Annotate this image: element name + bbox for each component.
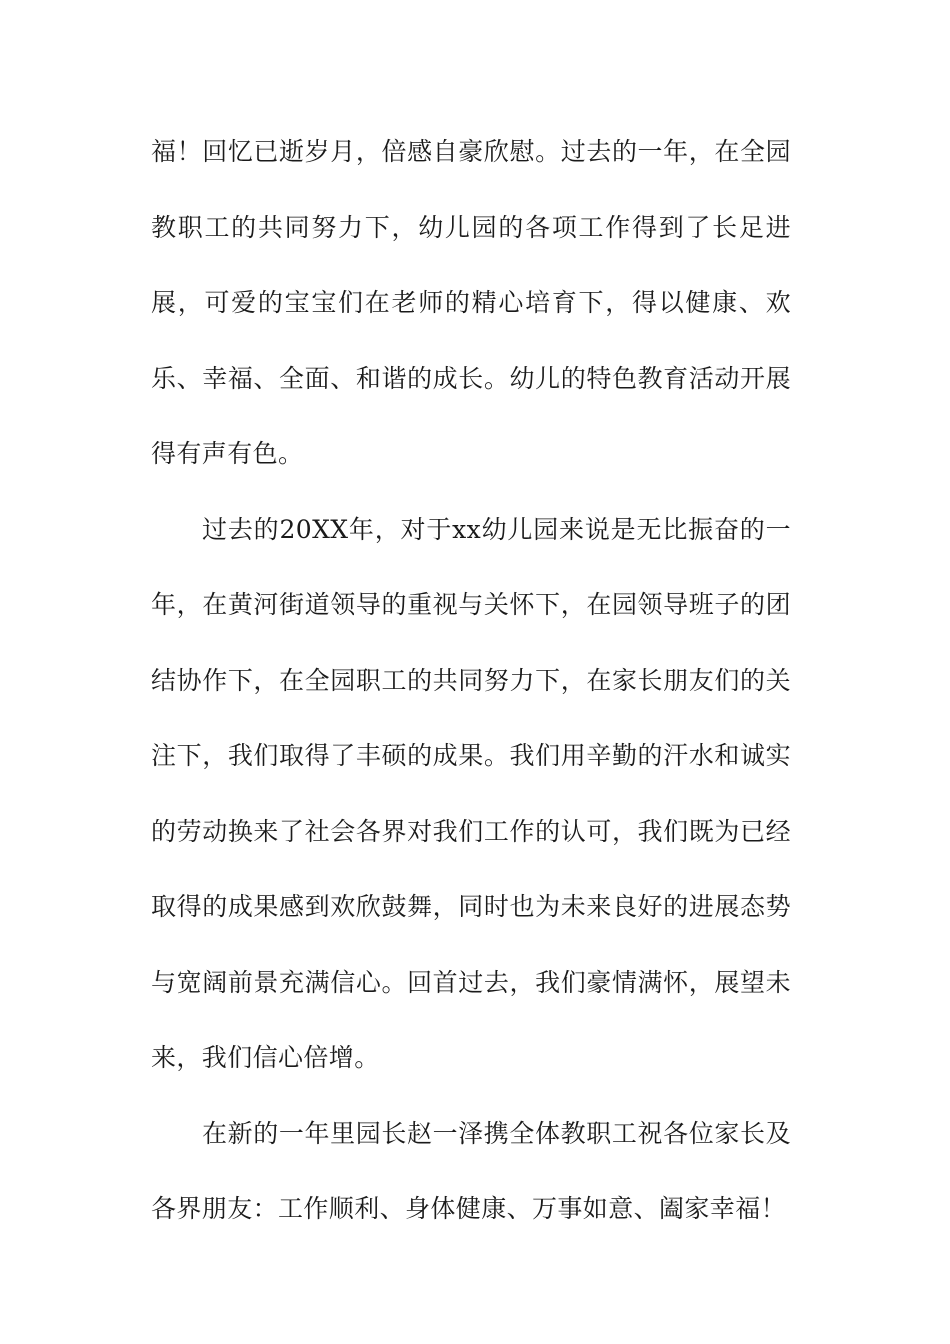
paragraph-continuation: 福！回忆已逝岁月，倍感自豪欣慰。过去的一年，在全园教职工的共同努力下，幼儿园的各项工作得到了长足进展，可爱的宝宝们在老师的精心培育下，得以健康、欢乐、幸福、全面、和谐的成长。幼儿的特色教育活动开展得有声有色。 (151, 137, 791, 468)
paragraph-achievements: 过去的20XX年，对于xx幼儿园来说是无比振奋的一年，在黄河街道领导的重视与关怀下，在园领导班子的团结协作下，在全园职工的共同努力下，在家长朋友们的关注下，我们取得了丰硕的成果。我们用辛勤的汗水和诚实的劳动换来了社会各界对我们工作的认可，我们既为已经取得的成果感到欢欣鼓舞，同时也为未来良好的进展态势与宽阔前景充满信心。回首过去，我们豪情满怀，展望未来，我们信心倍增。 (151, 514, 791, 1072)
paragraph-new-year-wishes: 在新的一年里园长赵一泽携全体教职工祝各位家长及各界朋友：工作顺利、身体健康、万事如意、阖家幸福！ (151, 1118, 791, 1223)
document-body (151, 114, 791, 1247)
